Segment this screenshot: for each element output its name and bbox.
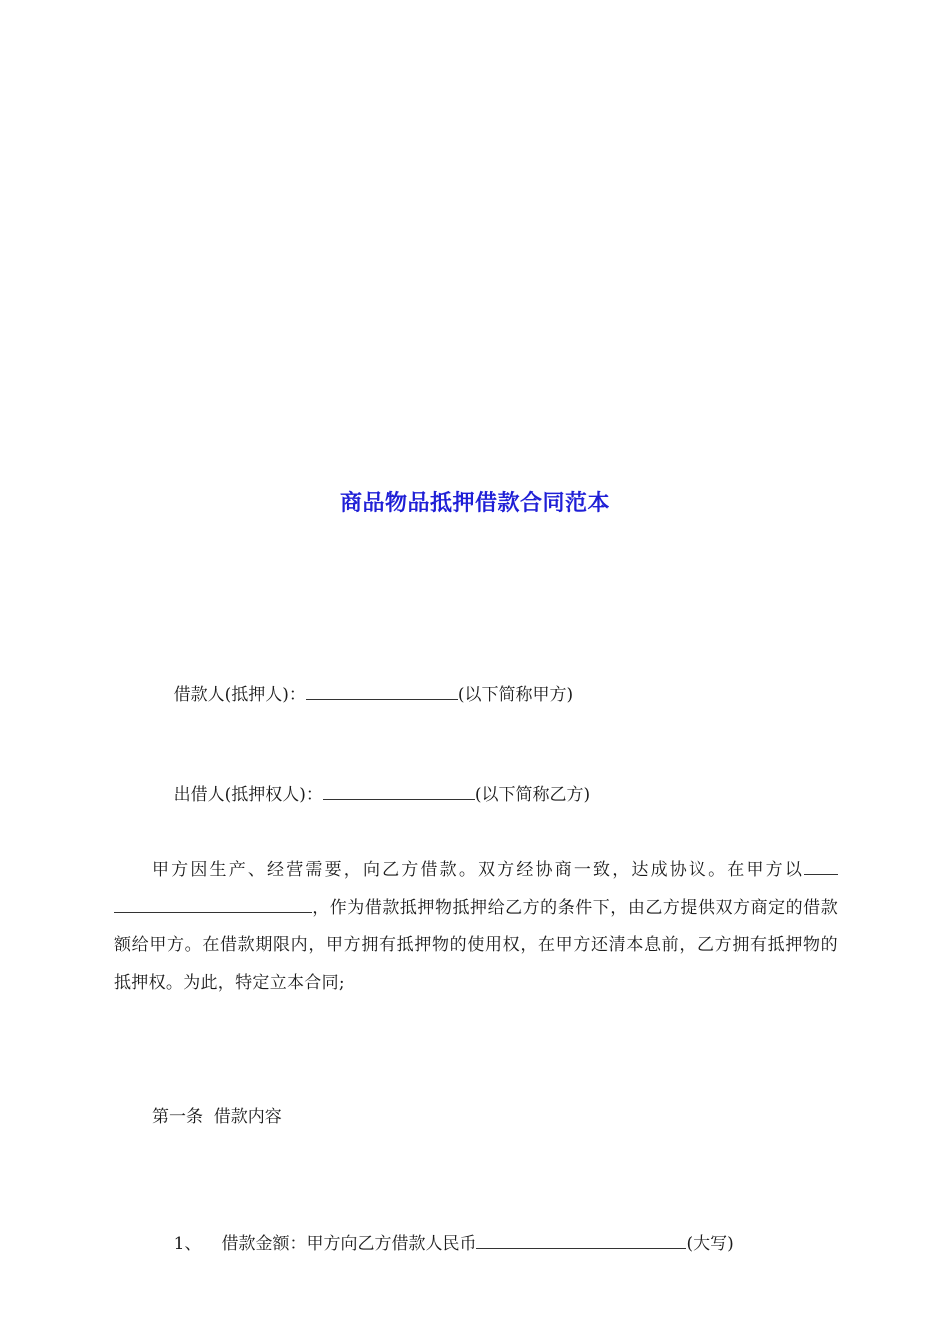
item1-line — [152, 1206, 734, 1280]
document-title: 商品物品抵押借款合同范本 — [339, 491, 610, 516]
lender-suffix: (以下简称乙方) — [474, 785, 591, 805]
collateral-blank-1 — [804, 856, 838, 875]
collateral-blank-2 — [114, 894, 312, 913]
item1-number: 1、 — [173, 1234, 202, 1254]
borrower-suffix: (以下简称甲方) — [457, 685, 574, 705]
lender-label: 出借人(抵押权人)： — [173, 785, 323, 805]
borrower-line — [152, 657, 573, 731]
borrower-label: 借款人(抵押人)： — [173, 685, 306, 705]
lender-line — [152, 757, 590, 831]
borrower-blank — [306, 681, 458, 700]
intro-text-1: 甲方因生产、经营需要，向乙方借款。双方经协商一致，达成协议。在甲方以 — [152, 860, 804, 880]
item1-suffix: (大写) — [686, 1234, 734, 1254]
lender-blank — [323, 781, 475, 800]
amount-blank — [476, 1230, 686, 1249]
article1-heading: 第一条 借款内容 — [152, 1107, 282, 1127]
item1-label: 借款金额：甲方向乙方借款人民币 — [221, 1234, 477, 1254]
intro-text-2: ，作为借款抵押物抵押给乙方的条件下，由乙方提供双方商定的借款额给甲方。在借款期限内，甲方拥有抵押物的使用权，在甲方还清本息前，乙方拥有抵押物的抵押权。为此，特定立本合同; — [114, 897, 838, 993]
intro-paragraph — [114, 852, 838, 1002]
